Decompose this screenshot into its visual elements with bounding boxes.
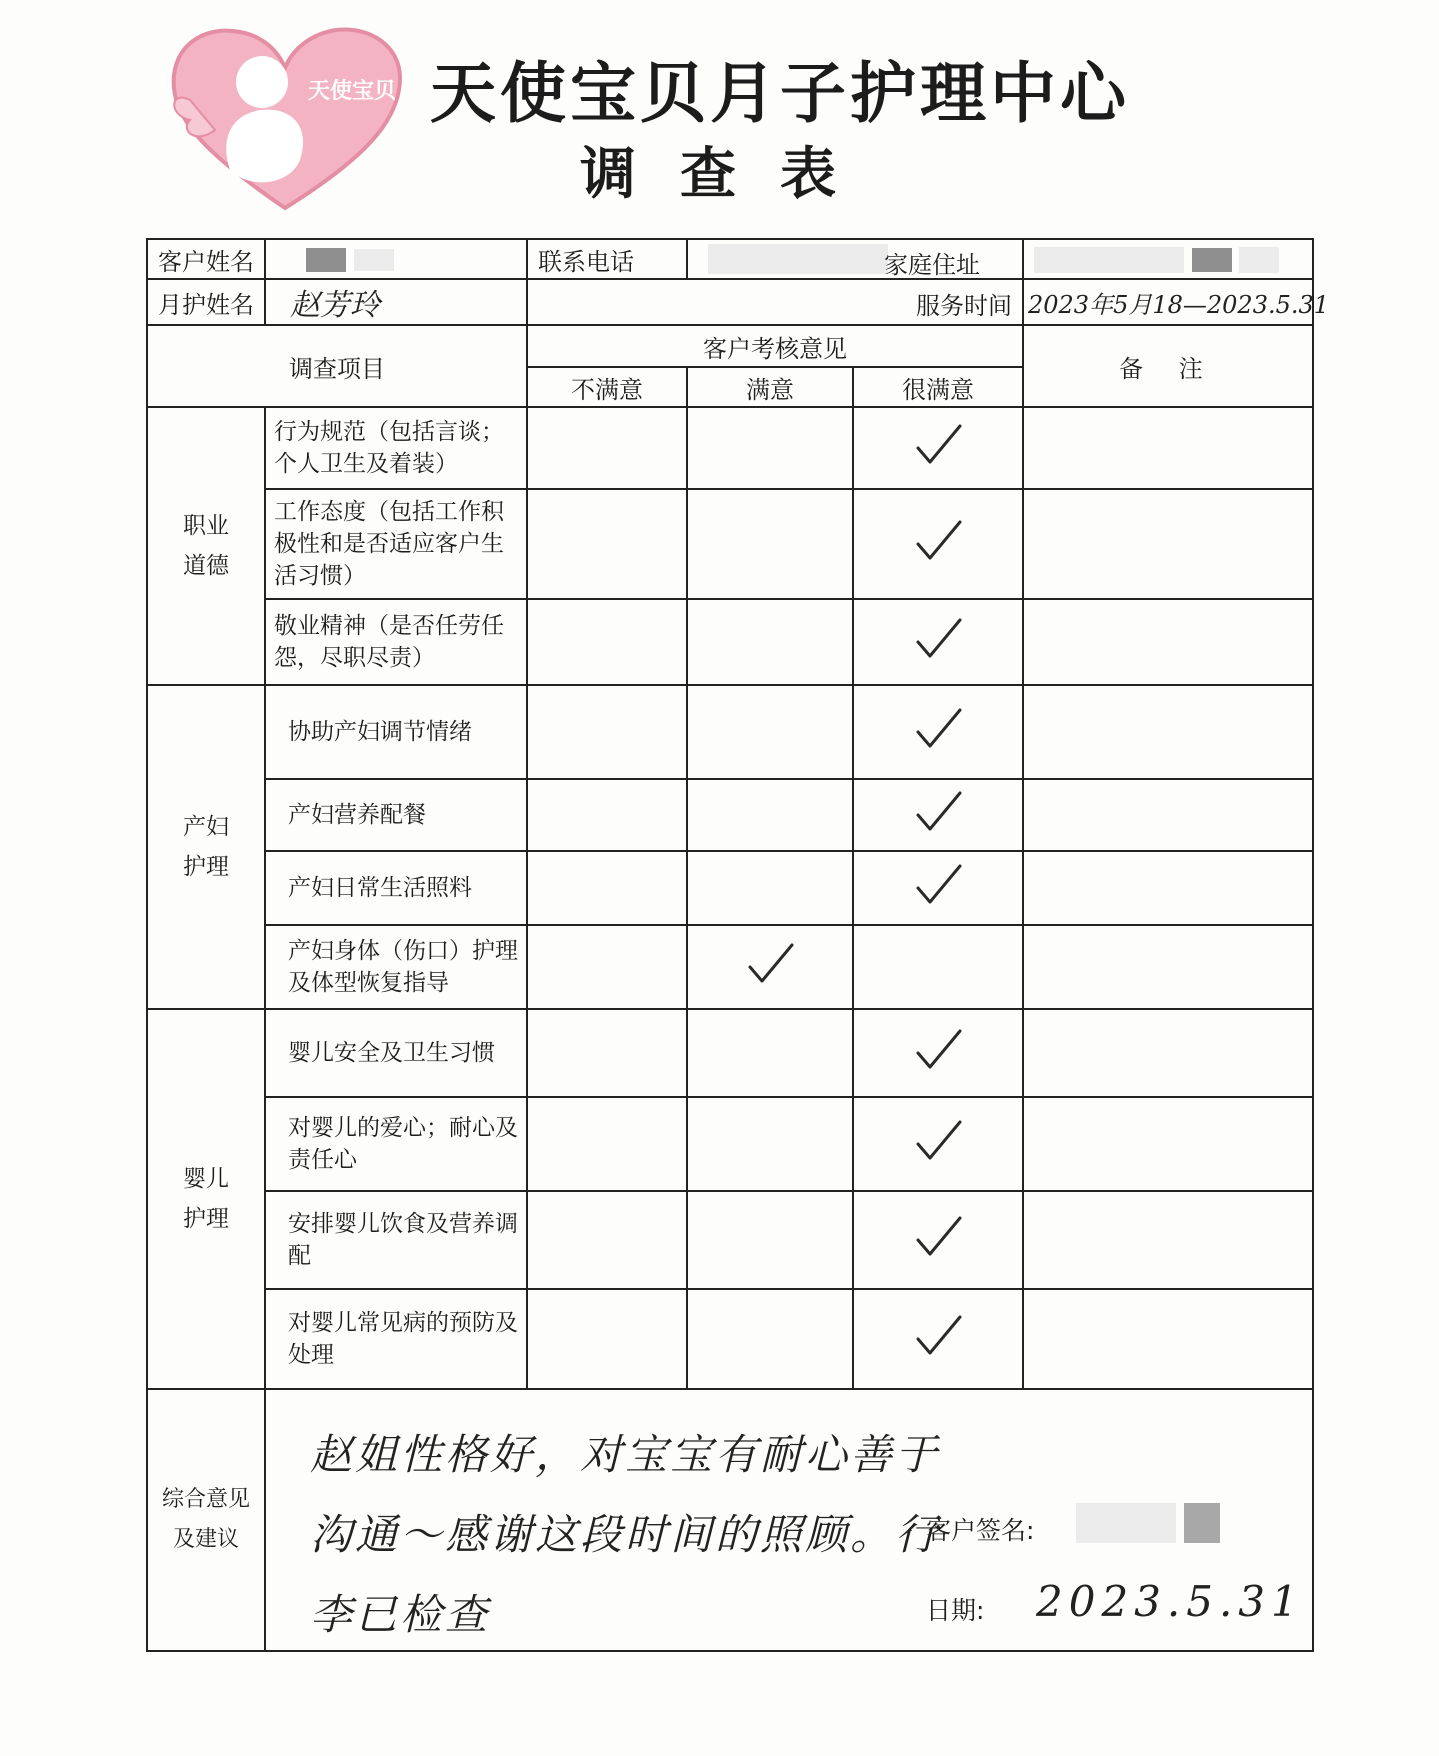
date-value: 2023.5.31 (1036, 1577, 1304, 1626)
cell-satisfied (687, 925, 853, 1009)
table-row (147, 1009, 1313, 1097)
survey-item: 产妇身体（伤口）护理及体型恢复指导 (265, 925, 527, 1009)
table-row (147, 599, 1313, 685)
header-row-1 (147, 325, 1313, 367)
cell-unsatisfied (527, 1097, 687, 1191)
col-unsatisfied: 不满意 (527, 367, 687, 407)
table-row (147, 1289, 1313, 1389)
cell-unsatisfied (527, 599, 687, 685)
cell-very-satisfied (853, 407, 1023, 489)
checkmark-icon (910, 1214, 966, 1260)
cell-satisfied (687, 489, 853, 599)
cell-satisfied (687, 1191, 853, 1289)
table-row (147, 1097, 1313, 1191)
checkmark-icon (910, 862, 966, 908)
category-label: 职业道德 (147, 407, 265, 685)
blank-cell (527, 279, 1023, 325)
checkmark-icon (910, 1118, 966, 1164)
redacted-block (1192, 248, 1232, 272)
table-row (147, 1191, 1313, 1289)
cell-remark (1023, 851, 1313, 925)
survey-table (146, 238, 1330, 1652)
survey-item: 协助产妇调节情绪 (265, 685, 527, 779)
cell-satisfied (687, 599, 853, 685)
redacted-block (354, 249, 394, 271)
cell-very-satisfied (853, 489, 1023, 599)
cell-remark (1023, 925, 1313, 1009)
cell-satisfied (687, 1009, 853, 1097)
survey-item: 工作态度（包括工作积极性和是否适应客户生活习惯） (265, 489, 527, 599)
checkmark-icon (910, 422, 966, 468)
cell-satisfied (687, 779, 853, 851)
table-row (147, 685, 1313, 779)
survey-item: 产妇营养配餐 (265, 779, 527, 851)
redacted-block (1034, 247, 1184, 273)
page-title: 天使宝贝月子护理中心 (430, 55, 1130, 132)
address-label: 家庭住址 (884, 251, 980, 279)
cell-unsatisfied (527, 1289, 687, 1389)
caregiver-label: 月护姓名 (147, 279, 265, 325)
cell-remark (1023, 779, 1313, 851)
survey-item: 行为规范（包括言谈；个人卫生及着装） (265, 407, 527, 489)
cell-unsatisfied (527, 779, 687, 851)
summary-label: 综合意见及建议 (147, 1389, 265, 1651)
logo-text: 天使宝贝 (308, 78, 397, 103)
checkmark-icon (910, 616, 966, 662)
cell-remark (1023, 407, 1313, 489)
cell-unsatisfied (527, 925, 687, 1009)
service-time-label: 服务时间 (916, 292, 1012, 320)
redacted-block (1239, 247, 1279, 273)
date-label: 日期: (926, 1596, 985, 1625)
assessment-header: 客户考核意见 (527, 325, 1023, 367)
cell-very-satisfied (853, 779, 1023, 851)
cell-satisfied (687, 1289, 853, 1389)
cell-very-satisfied (853, 1191, 1023, 1289)
checkmark-icon (910, 1027, 966, 1073)
cell-satisfied (687, 851, 853, 925)
cell-very-satisfied (853, 851, 1023, 925)
cell-unsatisfied (527, 407, 687, 489)
angel-baby-logo (160, 20, 410, 210)
cell-remark (1023, 1289, 1313, 1389)
address-cell (884, 239, 1313, 279)
cell-very-satisfied (853, 1097, 1023, 1191)
table-row (147, 489, 1313, 599)
customer-name-value (265, 239, 527, 279)
cell-unsatisfied (527, 685, 687, 779)
angel-body (226, 110, 303, 183)
redacted-block (306, 248, 346, 272)
cell-very-satisfied (853, 685, 1023, 779)
cell-satisfied (687, 407, 853, 489)
cell-very-satisfied (853, 599, 1023, 685)
checkmark-icon (742, 941, 798, 987)
category-label: 婴儿护理 (147, 1009, 265, 1389)
info-row-1 (147, 239, 1313, 279)
table-row (147, 779, 1313, 851)
checkmark-icon (910, 789, 966, 835)
summary-cell (265, 1389, 1313, 1651)
cell-very-satisfied (853, 1009, 1023, 1097)
cell-remark (1023, 685, 1313, 779)
page-subtitle: 调查表 (580, 142, 880, 207)
survey-item: 产妇日常生活照料 (265, 851, 527, 925)
cell-remark (1023, 599, 1313, 685)
survey-item-header: 调查项目 (147, 325, 527, 407)
survey-item: 对婴儿的爱心；耐心及责任心 (265, 1097, 527, 1191)
redacted-block (1184, 1503, 1220, 1543)
table-row (147, 407, 1313, 489)
table-row (147, 851, 1313, 925)
cell-very-satisfied (853, 925, 1023, 1009)
service-time-value: 2023年5月18—2023.5.31 (1023, 279, 1313, 325)
col-very-satisfied: 很满意 (853, 367, 1023, 407)
cell-very-satisfied (853, 1289, 1023, 1389)
cell-unsatisfied (527, 851, 687, 925)
signature-redacted (1076, 1503, 1220, 1543)
survey-item: 安排婴儿饮食及营养调配 (265, 1191, 527, 1289)
survey-item: 对婴儿常见病的预防及处理 (265, 1289, 527, 1389)
cell-remark (1023, 1097, 1313, 1191)
redacted-block (1076, 1503, 1176, 1543)
caregiver-value: 赵芳玲 (265, 279, 527, 325)
survey-item: 婴儿安全及卫生习惯 (265, 1009, 527, 1097)
cell-remark (1023, 1009, 1313, 1097)
cell-satisfied (687, 685, 853, 779)
remark-header: 备 注 (1023, 325, 1313, 407)
cell-satisfied (687, 1097, 853, 1191)
cell-remark (1023, 1191, 1313, 1289)
cell-remark (1023, 489, 1313, 599)
category-label: 产妇护理 (147, 685, 265, 1009)
cell-unsatisfied (527, 1009, 687, 1097)
angel-head (236, 56, 288, 108)
table-row (147, 925, 1313, 1009)
info-row-2 (147, 279, 1313, 325)
col-satisfied: 满意 (687, 367, 853, 407)
redacted-block (708, 244, 888, 274)
checkmark-icon (910, 1313, 966, 1359)
cell-unsatisfied (527, 1191, 687, 1289)
signature-label: 客户签名: (926, 1516, 1035, 1545)
customer-name-label: 客户姓名 (147, 239, 265, 279)
summary-handwritten: 赵姐性格好，对宝宝有耐心善于沟通～感谢这段时间的照顾。行李已检查 (310, 1430, 941, 1639)
checkmark-icon (910, 518, 966, 564)
summary-row (147, 1389, 1313, 1651)
checkmark-icon (910, 706, 966, 752)
cell-unsatisfied (527, 489, 687, 599)
survey-item: 敬业精神（是否任劳任怨，尽职尽责） (265, 599, 527, 685)
phone-label: 联系电话 (527, 239, 687, 279)
summary-content (266, 1391, 1312, 1649)
